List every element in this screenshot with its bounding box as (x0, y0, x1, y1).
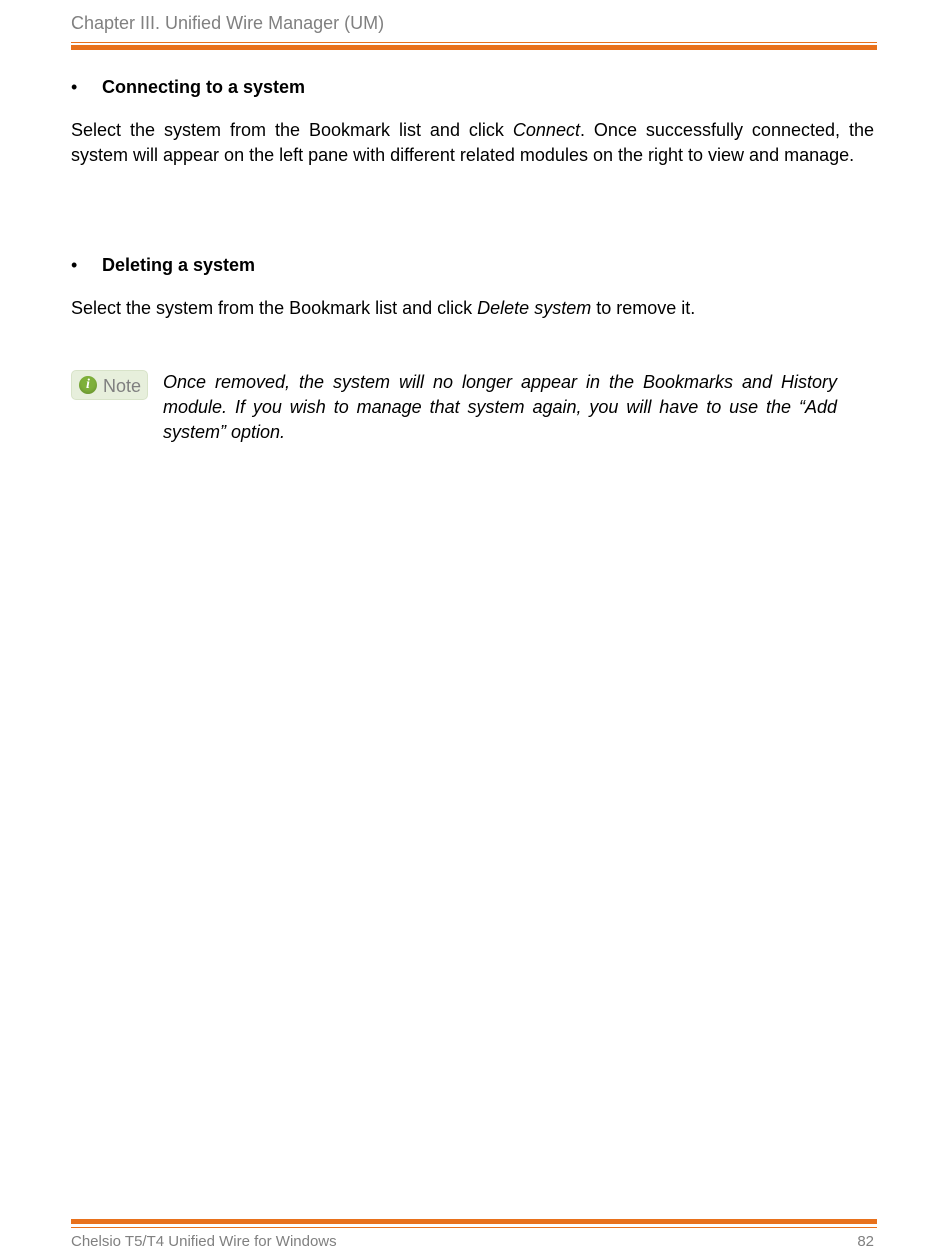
section-paragraph-connecting (71, 118, 874, 168)
paragraph-text: to remove it. (591, 298, 696, 318)
section-heading-text: Connecting to a system (102, 77, 306, 97)
emphasis-text: Delete system (477, 298, 592, 318)
header-rule-thick (71, 45, 877, 50)
section-heading-text: Deleting a system (102, 255, 256, 275)
note-text: Once removed, the system will no longer appear in the Bookmarks and History module. If you wish to manage that system again, you will have to use the “Add system” option. (163, 372, 837, 442)
footer-rule-thick (71, 1219, 877, 1224)
paragraph-text: Select the system from the Bookmark list and click (71, 120, 513, 140)
note-label: Note (103, 376, 142, 396)
footer-rule-thin (71, 1227, 877, 1228)
note-badge (71, 370, 148, 400)
emphasis-text: Connect (512, 120, 580, 140)
info-icon: i (79, 376, 97, 394)
paragraph-text: . Once successfully connected, the system will appear on the left pane with different related modules on the right to view and manage. (71, 120, 874, 165)
page-number: 82 (857, 1233, 874, 1250)
chapter-header: Chapter III. Unified Wire Manager (UM) (71, 13, 385, 33)
section-paragraph-deleting (71, 296, 874, 321)
bullet-point: • (71, 255, 78, 275)
paragraph-text: Select the system from the Bookmark list and click (71, 298, 478, 318)
header-rule-thin (71, 42, 877, 43)
footer-title: Chelsio T5/T4 Unified Wire for Windows (71, 1233, 337, 1250)
bullet-point: • (71, 77, 78, 97)
